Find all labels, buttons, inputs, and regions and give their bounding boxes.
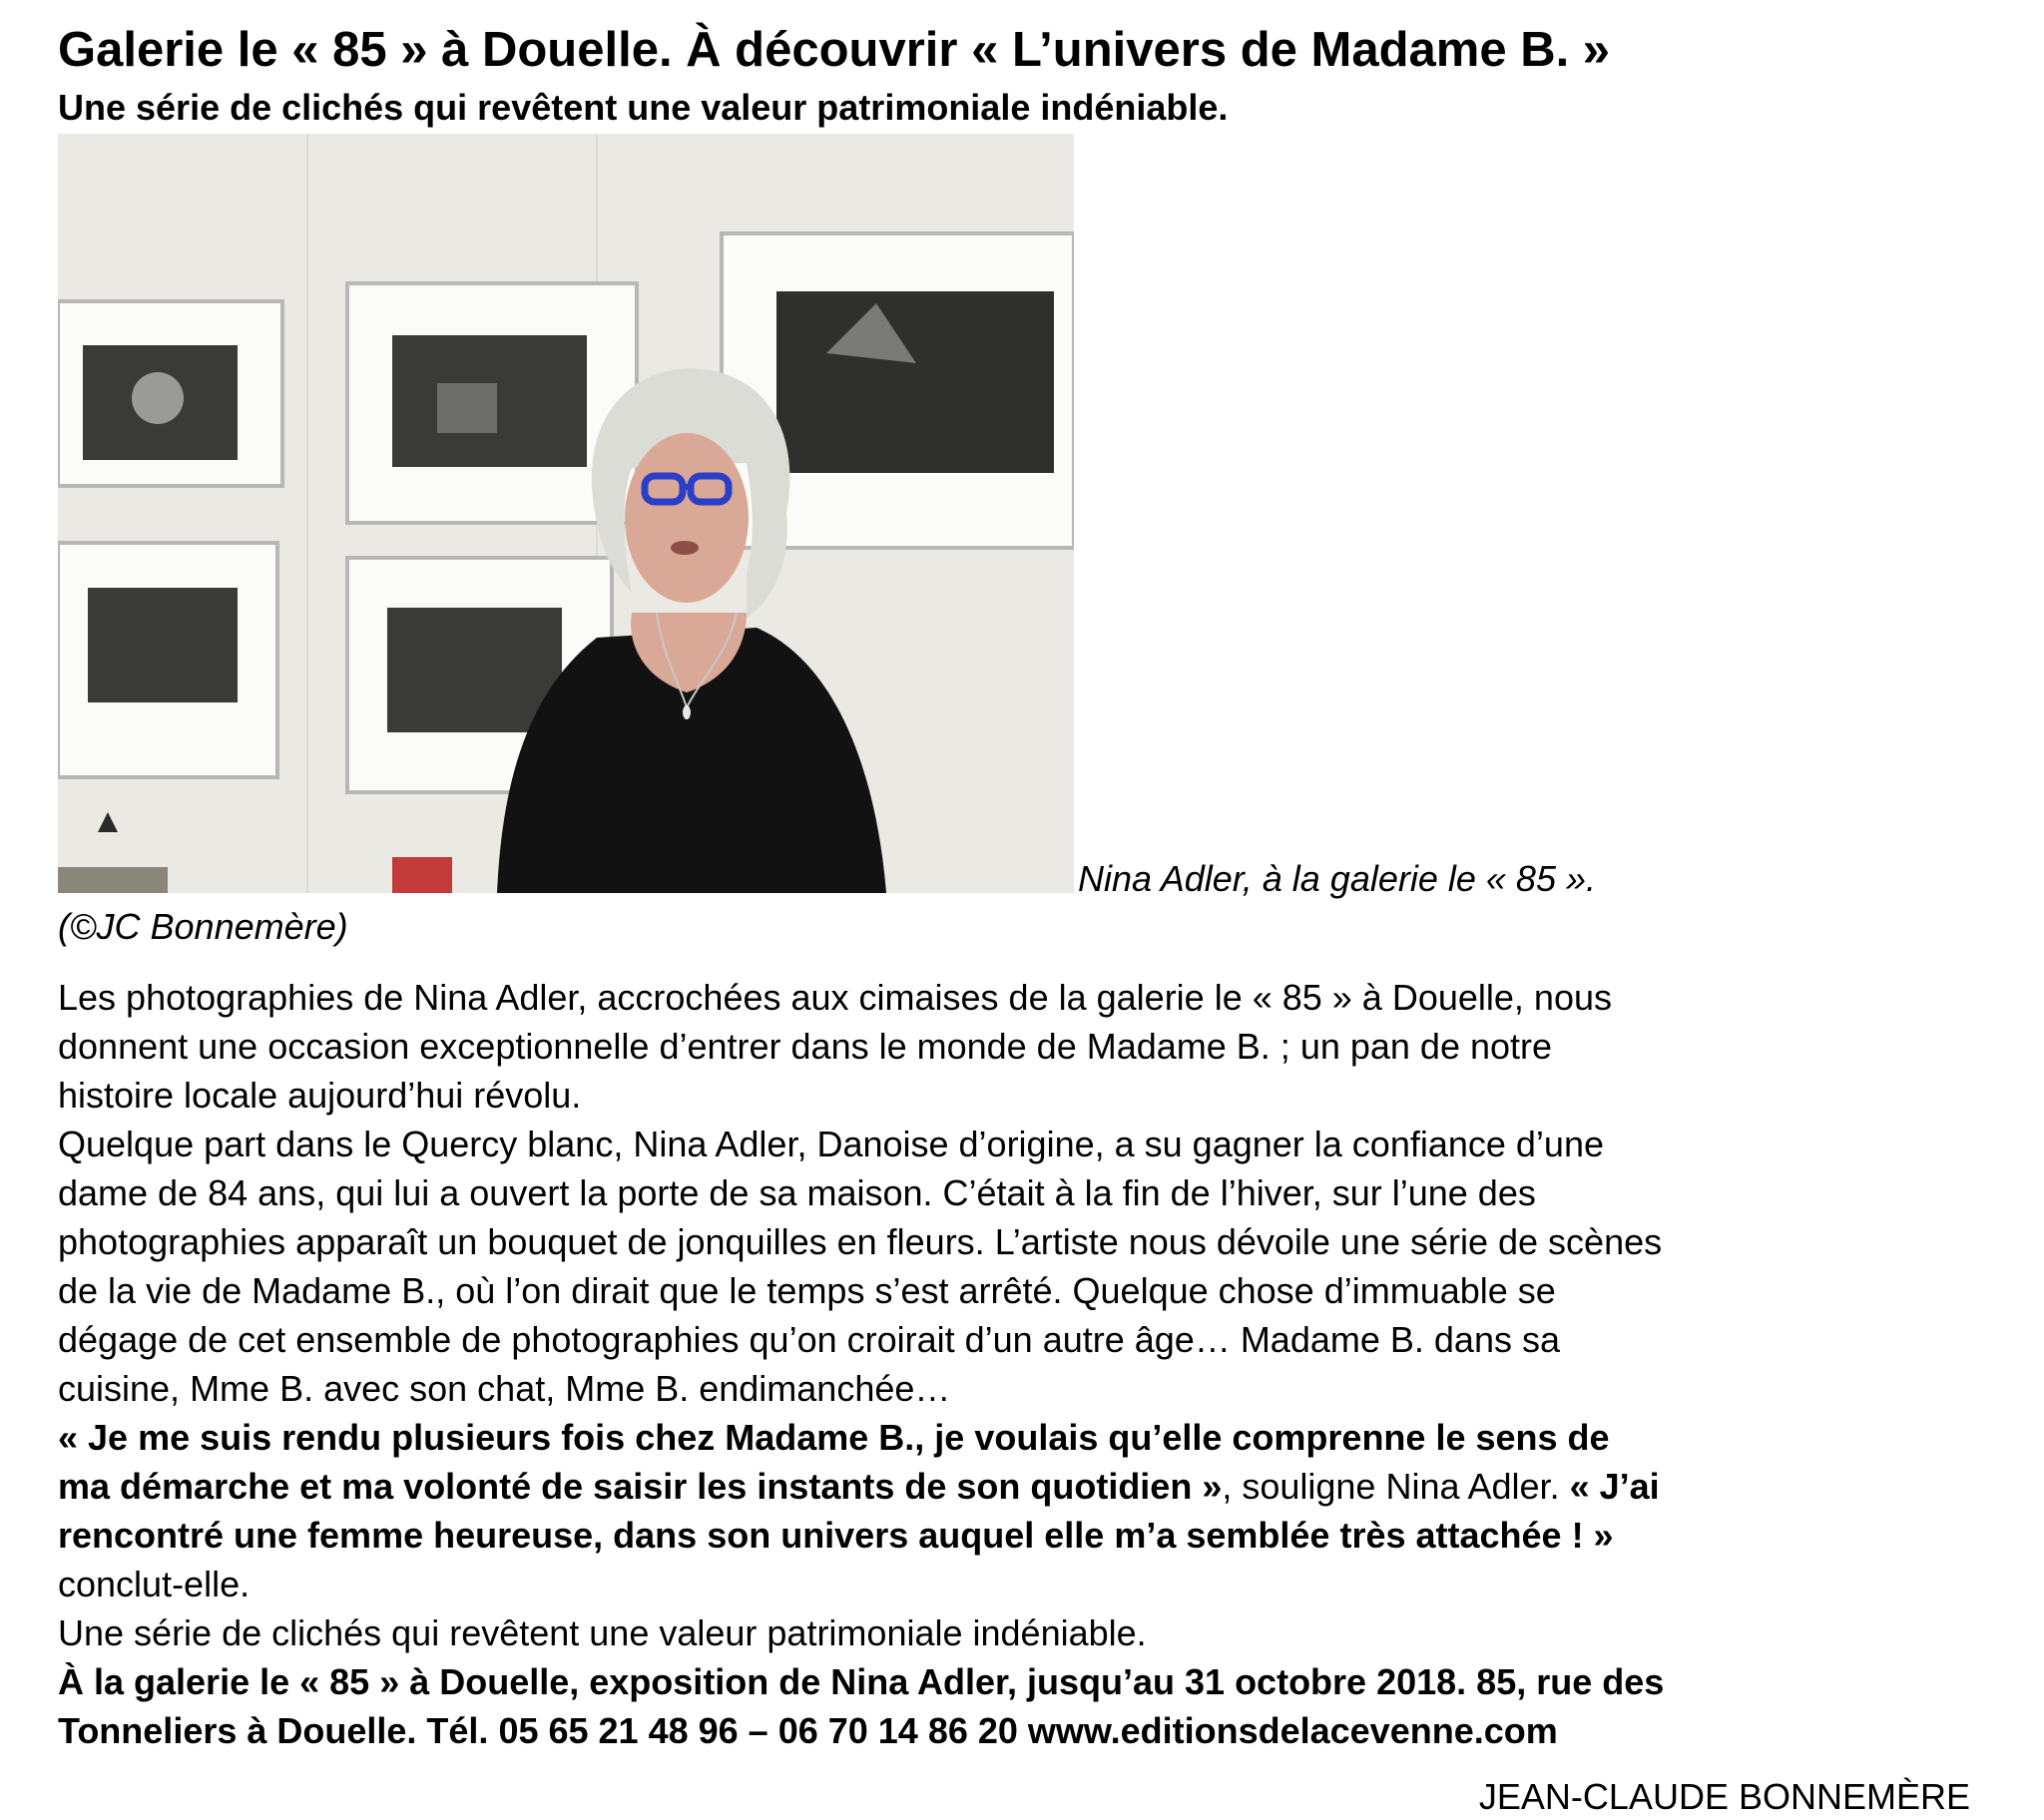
wall-frame-portrait <box>58 301 282 486</box>
article-body <box>58 973 2014 1755</box>
body-line: Les photographies de Nina Adler, accrochées aux cimaises de la galerie le « 85 » à Douelle, nous <box>58 977 1612 1018</box>
body-line: dégage de cet ensemble de photographies qu’on croirait d’un autre âge… Madame B. dans sa <box>58 1319 1560 1360</box>
quote-text: « J’ai <box>1569 1466 1660 1507</box>
quote-text: rencontré une femme heureuse, dans son univers auquel elle m’a semblée très attachée ! » <box>58 1515 1614 1556</box>
exhibition-info-line <box>58 1657 2014 1706</box>
quote-text: ma démarche et ma volonté de saisir les instants de son quotidien » <box>58 1466 1223 1507</box>
quote-line <box>58 1413 2014 1462</box>
body-line: photographies apparaît un bouquet de jonquilles en fleurs. L’artiste nous dévoile une série de scènes <box>58 1221 1663 1262</box>
body-line: dame de 84 ans, qui lui a ouvert la porte de sa maison. C’était à la fin de l’hiver, sur l’une des <box>58 1172 1536 1213</box>
photo-credit: (©JC Bonnemère) <box>58 906 348 947</box>
article-photo <box>58 134 1074 893</box>
body-line: donnent une occasion exceptionnelle d’entrer dans le monde de Madame B. ; un pan de notre <box>58 1026 1553 1067</box>
exhibition-info-text: Tonneliers à Douelle. Tél. 05 65 21 48 96 – 06 70 14 86 20 www.editionsdelacevenne.com <box>58 1710 1558 1751</box>
gallery-photo-illustration <box>58 134 1074 893</box>
body-line: cuisine, Mme B. avec son chat, Mme B. endimanchée… <box>58 1368 951 1409</box>
quote-line <box>58 1511 2014 1560</box>
article-subtitle: Une série de clichés qui revêtent une valeur patrimoniale indéniable. <box>58 87 1229 128</box>
quote-text: « Je me suis rendu plusieurs fois chez Madame B., je voulais qu’elle comprenne le sens de <box>58 1417 1610 1458</box>
author-signature: JEAN-CLAUDE BONNEMÈRE <box>1478 1776 1970 1817</box>
photo-caption: Nina Adler, à la galerie le « 85 ». <box>1078 858 1596 899</box>
quote-line <box>58 1462 2014 1511</box>
article-title: Galerie le « 85 » à Douelle. À découvrir « L’univers de Madame B. » <box>58 23 1611 77</box>
exhibition-info-text: À la galerie le « 85 » à Douelle, exposition de Nina Adler, jusqu’au 31 octobre 2018. 85, rue des <box>58 1661 1665 1702</box>
attribution-text: , souligne Nina Adler. <box>1222 1466 1570 1507</box>
body-line: histoire locale aujourd’hui révolu. <box>58 1075 582 1116</box>
body-line: Une série de clichés qui revêtent une valeur patrimoniale indéniable. <box>58 1612 1147 1653</box>
exhibition-info-line <box>58 1706 2014 1755</box>
body-line: conclut-elle. <box>58 1564 251 1604</box>
wall-frame-interior <box>58 543 277 777</box>
body-line: Quelque part dans le Quercy blanc, Nina Adler, Danoise d’origine, a su gagner la confiance d’une <box>58 1124 1604 1164</box>
body-line: de la vie de Madame B., où l’on dirait que le temps s’est arrêté. Quelque chose d’immuable se <box>58 1270 1556 1311</box>
